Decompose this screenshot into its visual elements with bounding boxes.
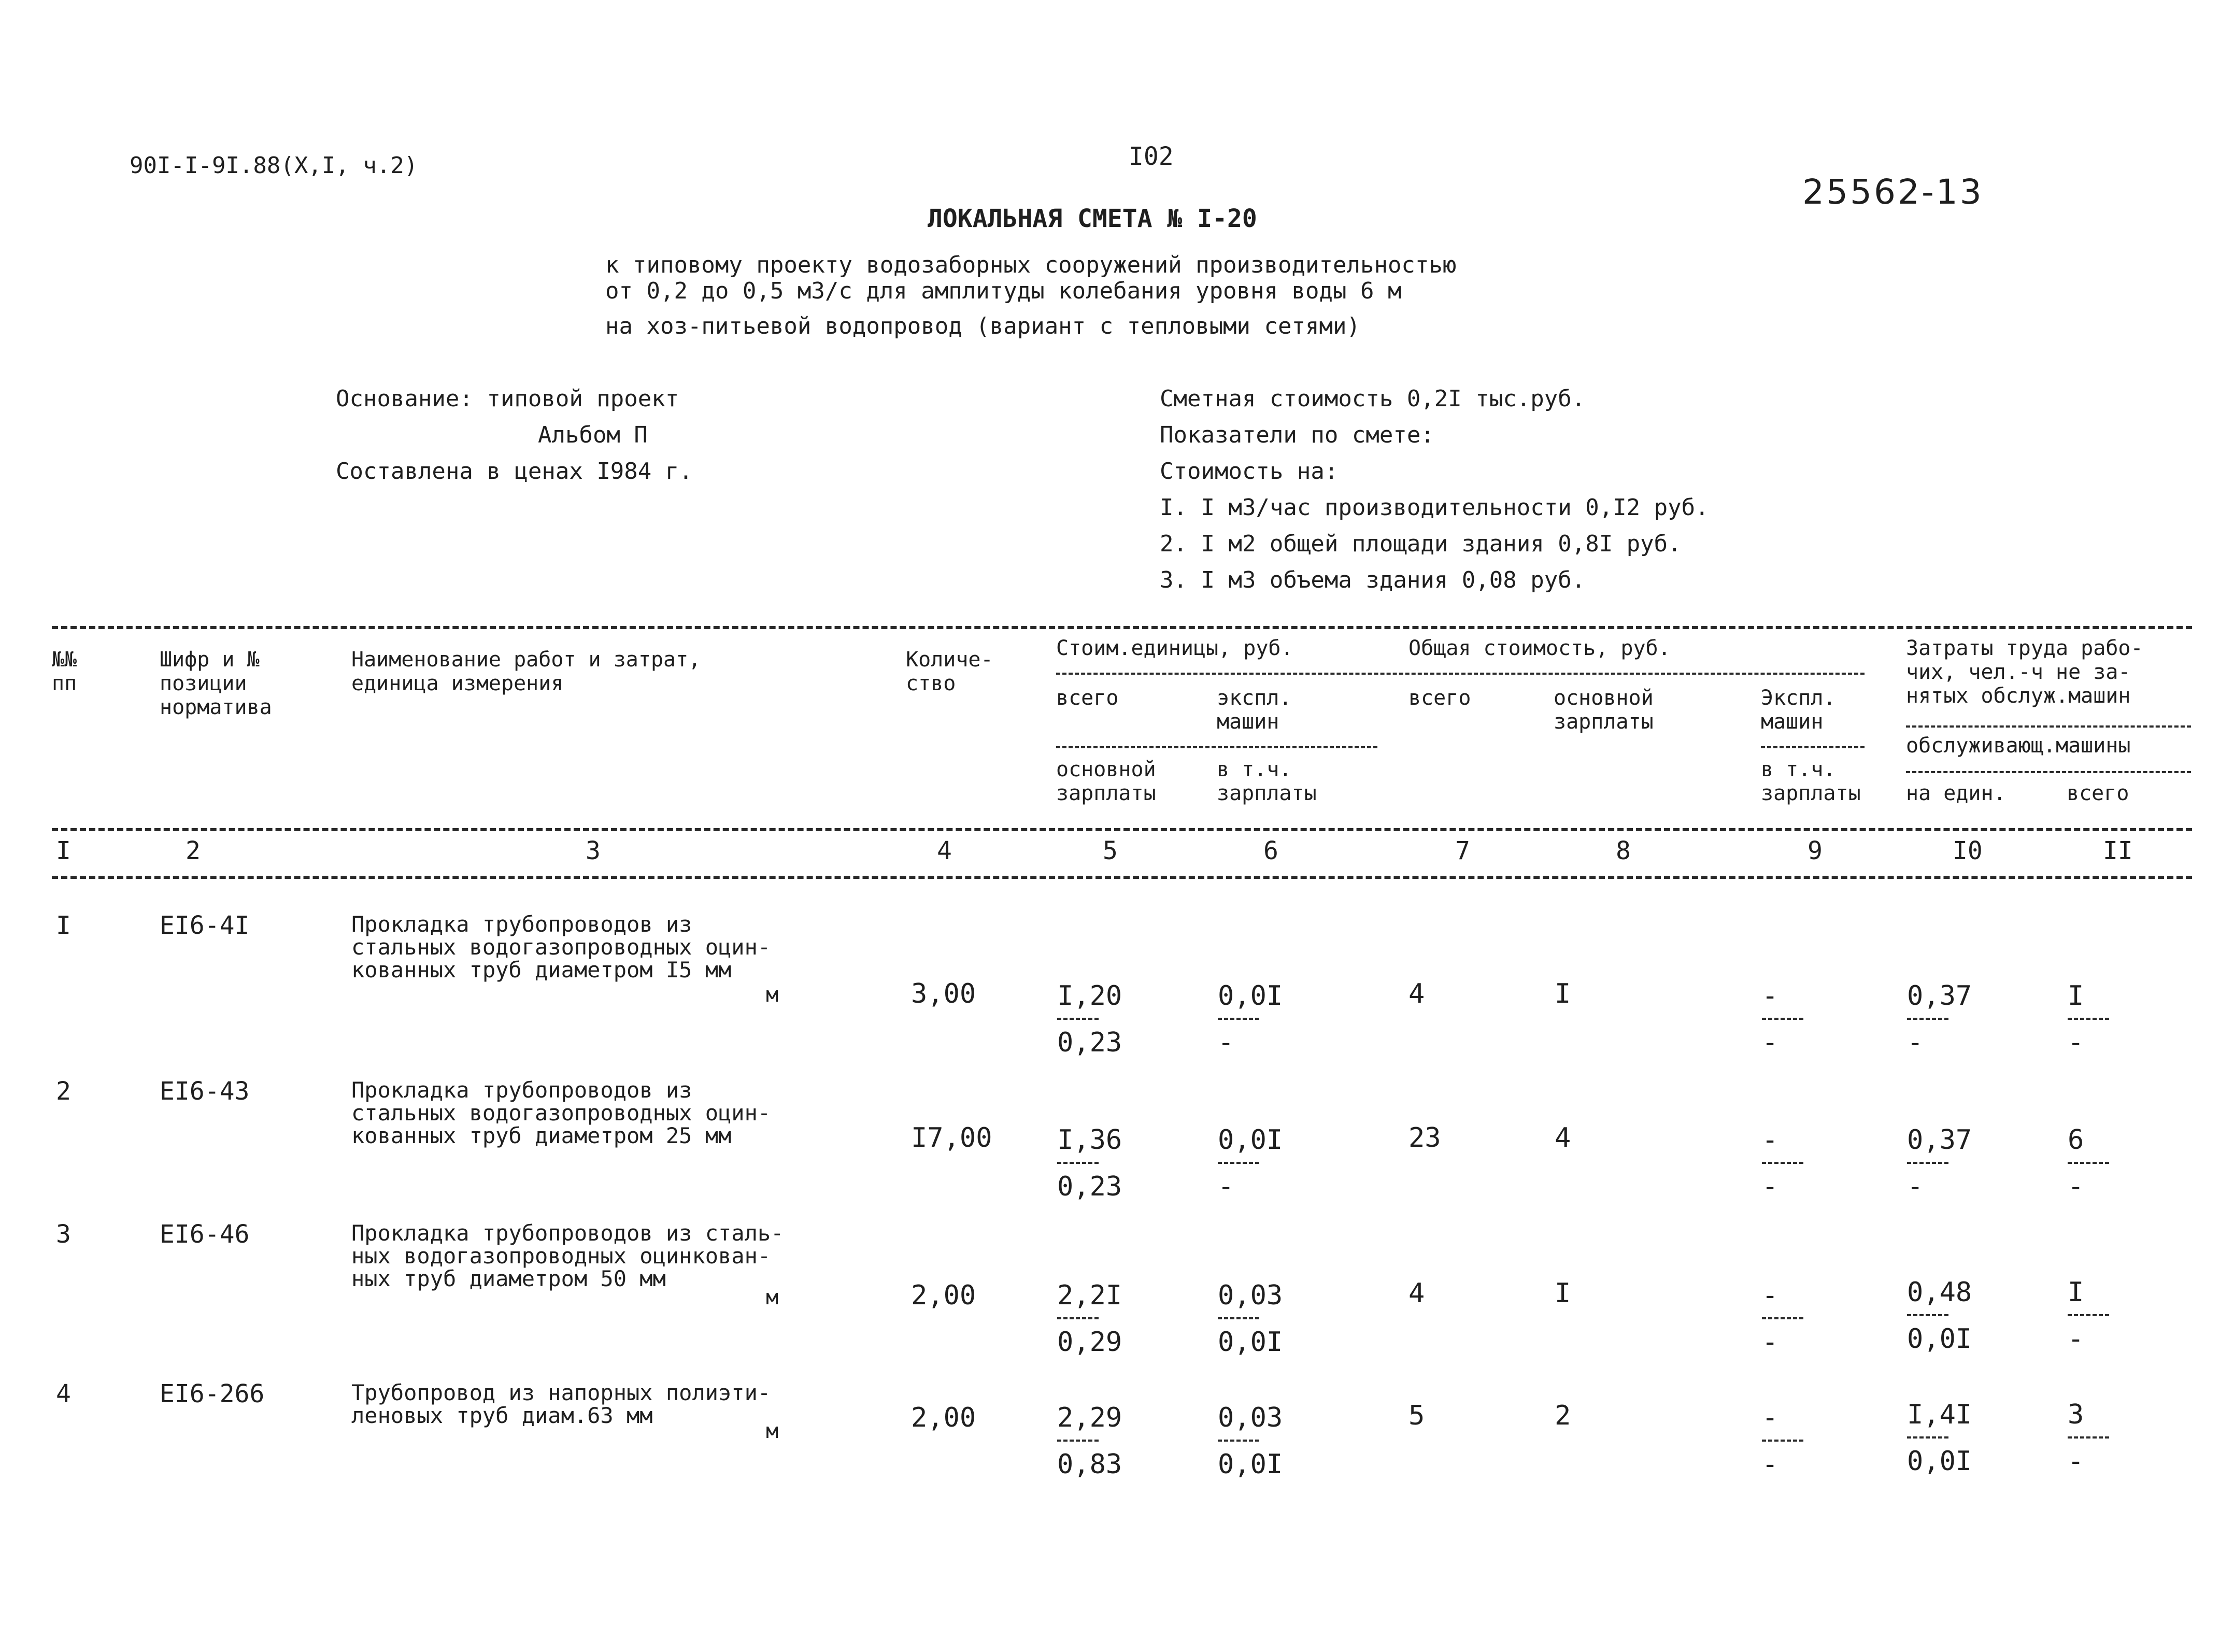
labor-total-mach: - — [2068, 1323, 2084, 1355]
col-number-9: 9 — [1808, 836, 1823, 865]
total-mach-fraction — [1762, 1124, 1803, 1202]
labor-total: I — [2068, 980, 2084, 1012]
page-title: ЛОКАЛЬНАЯ СМЕТА № I-20 — [928, 204, 1257, 233]
col-header-unit-cost: Стоим.единицы, руб. — [1056, 636, 1293, 660]
row-code: EI6-4I — [160, 911, 250, 940]
labor-unit: 0,37 — [1907, 1124, 1972, 1156]
col-number-7: 7 — [1455, 836, 1470, 865]
unit-mach-fraction — [1218, 1402, 1283, 1480]
fraction-bar — [2068, 1162, 2109, 1164]
row-name: Прокладка трубопроводов из сталь- ных водогазопроводных оцинкован- ных труб диаметром 50 мм — [351, 1220, 784, 1291]
labor-unit-mach: 0,0I — [1907, 1446, 1972, 1477]
total-all: 4 — [1408, 978, 1425, 1009]
row-name: Прокладка трубопроводов из стальных водогазопроводных оцин- кованных труб диаметром I5 мм — [351, 912, 771, 982]
col-header-number: №№ пп — [52, 648, 77, 695]
page-number: I02 — [1129, 142, 1174, 171]
unit-basic: 0,83 — [1057, 1449, 1122, 1480]
estimate-item-2: 2. I м2 общей площади здания 0,8I руб. — [1160, 531, 1682, 557]
total-mach-wage: - — [1762, 1027, 1778, 1058]
total-mach: - — [1762, 980, 1778, 1012]
labor-total: 6 — [2068, 1124, 2084, 1156]
subtitle-line-2: от 0,2 до 0,5 м3/с для амплитуды колебания уровня воды 6 м — [605, 278, 1402, 304]
labor-subrule-2 — [1906, 771, 2191, 773]
col-number-5: 5 — [1103, 836, 1118, 865]
col-header-unit-basic: основной зарплаты — [1056, 758, 1156, 805]
fraction-bar — [1907, 1436, 1948, 1439]
fraction-bar — [1762, 1317, 1803, 1319]
fraction-bar — [1762, 1440, 1803, 1442]
row-name: Трубопровод из напорных полиэти- леновых труб диам.63 мм — [351, 1380, 771, 1428]
total-all: 23 — [1408, 1122, 1441, 1153]
total-mach-fraction — [1762, 1280, 1803, 1358]
fraction-bar — [1218, 1018, 1259, 1020]
labor-unit-mach: 0,0I — [1907, 1323, 1972, 1355]
unit-mach-wage: 0,0I — [1218, 1449, 1283, 1480]
total-mach: - — [1762, 1402, 1778, 1433]
labor-total-mach: - — [2068, 1446, 2084, 1477]
col-header-labor: Затраты труда рабо- чих, чел.-ч не за- нятых обслуж.машин — [1906, 636, 2143, 708]
unit-mach-wage: 0,0I — [1218, 1327, 1283, 1358]
col-number-8: 8 — [1616, 836, 1631, 865]
labor-subrule-1 — [1906, 725, 2191, 728]
row-qty: 3,00 — [911, 978, 976, 1009]
unit-total: I,20 — [1057, 980, 1122, 1012]
archive-number: 25562-13 — [1802, 172, 1984, 212]
row-qty: I7,00 — [911, 1122, 992, 1153]
estimate-item-3: 3. I м3 объема здания 0,08 руб. — [1160, 567, 1586, 593]
col-number-11: II — [2103, 836, 2133, 865]
labor-total-mach: - — [2068, 1027, 2084, 1058]
total-mach: - — [1762, 1124, 1778, 1156]
fraction-bar — [1057, 1162, 1099, 1164]
unit-mach: 0,03 — [1218, 1402, 1283, 1433]
row-code: EI6-266 — [160, 1379, 265, 1408]
unit-cost-fraction — [1057, 1280, 1122, 1358]
fraction-bar — [1907, 1018, 1948, 1020]
col-header-total-all: всего — [1408, 686, 1471, 710]
fraction-bar — [1907, 1162, 1948, 1164]
labor-total: 3 — [2068, 1399, 2084, 1430]
labor-total-mach: - — [2068, 1171, 2084, 1202]
unit-cost-subrule — [1056, 673, 1865, 675]
row-number: 2 — [56, 1077, 71, 1106]
col-number-6: 6 — [1263, 836, 1278, 865]
col-number-10: I0 — [1953, 836, 1983, 865]
col-header-labor-total: всего — [2067, 781, 2129, 805]
labor-total-fraction — [2068, 1124, 2109, 1202]
labor-unit: I,4I — [1907, 1399, 1972, 1430]
row-number: 4 — [56, 1379, 71, 1408]
fraction-bar — [1057, 1018, 1099, 1020]
unit-cost-inner-rule — [1056, 746, 1377, 748]
unit-mach-fraction — [1218, 980, 1283, 1058]
col-header-total-mach-wage: в т.ч. зарплаты — [1761, 758, 1861, 805]
total-basic: 2 — [1555, 1400, 1571, 1431]
unit-mach: 0,03 — [1218, 1280, 1283, 1311]
row-name: Прокладка трубопроводов из стальных водогазопроводных оцин- кованных труб диаметром 25 мм — [351, 1077, 771, 1148]
basis-line-2: Альбом П — [538, 422, 648, 448]
col-number-3: 3 — [586, 836, 601, 865]
unit-cost-fraction — [1057, 1402, 1122, 1480]
col-header-total-cost: Общая стоимость, руб. — [1408, 636, 1671, 660]
total-mach-fraction — [1762, 1402, 1803, 1480]
unit-total: I,36 — [1057, 1124, 1122, 1156]
col-number-4: 4 — [937, 836, 952, 865]
unit-mach-fraction — [1218, 1280, 1283, 1358]
estimate-indicators: Показатели по смете: — [1160, 422, 1434, 448]
fraction-bar — [2068, 1314, 2109, 1316]
labor-unit: 0,37 — [1907, 980, 1972, 1012]
subtitle-line-3: на хоз-питьевой водопровод (вариант с тепловыми сетями) — [605, 313, 1360, 339]
labor-total-fraction — [2068, 1399, 2109, 1477]
total-basic: I — [1555, 1278, 1571, 1309]
unit-cost-fraction — [1057, 980, 1122, 1058]
unit-mach-wage: - — [1218, 1171, 1234, 1202]
total-all: 4 — [1408, 1278, 1425, 1309]
unit-total: 2,2I — [1057, 1280, 1122, 1311]
row-number: 3 — [56, 1220, 71, 1249]
labor-unit-fraction — [1907, 1277, 1972, 1355]
labor-total: I — [2068, 1277, 2084, 1308]
total-mach-wage: - — [1762, 1327, 1778, 1358]
labor-unit-fraction — [1907, 1124, 1972, 1202]
fraction-bar — [1057, 1440, 1099, 1442]
fraction-bar — [2068, 1436, 2109, 1439]
fraction-bar — [1218, 1440, 1259, 1442]
mach-inner-rule — [1761, 746, 1865, 748]
total-mach-wage: - — [1762, 1449, 1778, 1480]
document-code: 90I-I-9I.88(X,I, ч.2) — [130, 152, 418, 179]
fraction-bar — [1218, 1162, 1259, 1164]
unit-mach: 0,0I — [1218, 980, 1283, 1012]
col-number-2: 2 — [186, 836, 201, 865]
labor-unit-mach: - — [1907, 1027, 1924, 1058]
col-number-1: I — [56, 836, 71, 865]
unit-total: 2,29 — [1057, 1402, 1122, 1433]
col-header-code: Шифр и № позиции норматива — [160, 648, 272, 719]
row-unit: м — [766, 1419, 779, 1443]
col-header-name: Наименование работ и затрат, единица измерения — [351, 648, 701, 695]
header-bottom-rule — [52, 828, 2192, 831]
unit-basic: 0,29 — [1057, 1327, 1122, 1358]
col-header-unit-total: всего — [1056, 686, 1119, 710]
total-mach-wage: - — [1762, 1171, 1778, 1202]
col-header-qty: Количе- ство — [906, 648, 993, 695]
fraction-bar — [2068, 1018, 2109, 1020]
labor-unit: 0,48 — [1907, 1277, 1972, 1308]
fraction-bar — [1218, 1317, 1259, 1319]
labor-total-fraction — [2068, 980, 2109, 1058]
unit-basic: 0,23 — [1057, 1027, 1122, 1058]
fraction-bar — [1762, 1018, 1803, 1020]
col-header-labor-unit: на един. — [1906, 781, 2006, 805]
labor-unit-mach: - — [1907, 1171, 1924, 1202]
column-numbers-rule — [52, 876, 2192, 879]
estimate-cost-per: Стоимость на: — [1160, 458, 1339, 485]
unit-cost-fraction — [1057, 1124, 1122, 1202]
labor-total-fraction — [2068, 1277, 2109, 1355]
row-code: EI6-46 — [160, 1220, 250, 1249]
unit-mach: 0,0I — [1218, 1124, 1283, 1156]
total-mach: - — [1762, 1280, 1778, 1311]
fraction-bar — [1057, 1317, 1099, 1319]
row-code: EI6-43 — [160, 1077, 250, 1106]
unit-basic: 0,23 — [1057, 1171, 1122, 1202]
estimate-item-1: I. I м3/час производительности 0,I2 руб. — [1160, 494, 1709, 521]
unit-mach-wage: - — [1218, 1027, 1234, 1058]
col-header-total-mach: Экспл. машин — [1761, 686, 1836, 734]
subtitle-line-1: к типовому проекту водозаборных сооружений производительностью — [605, 252, 1457, 278]
col-header-labor-mach: обслуживающ.машины — [1906, 734, 2131, 758]
row-qty: 2,00 — [911, 1402, 976, 1433]
basis-line-1: Основание: типовой проект — [336, 386, 679, 412]
row-unit: м — [766, 1286, 779, 1309]
row-unit: м — [766, 983, 779, 1007]
total-mach-fraction — [1762, 980, 1803, 1058]
basis-line-3: Составлена в ценах I984 г. — [336, 458, 693, 485]
unit-mach-fraction — [1218, 1124, 1283, 1202]
col-header-total-basic: основной зарплаты — [1554, 686, 1654, 734]
total-all: 5 — [1408, 1400, 1425, 1431]
total-basic: I — [1555, 978, 1571, 1009]
col-header-unit-mach-wage: в т.ч. зарплаты — [1217, 758, 1317, 805]
total-basic: 4 — [1555, 1122, 1571, 1153]
fraction-bar — [1907, 1314, 1948, 1316]
row-qty: 2,00 — [911, 1280, 976, 1311]
labor-unit-fraction — [1907, 980, 1972, 1058]
fraction-bar — [1762, 1162, 1803, 1164]
col-header-unit-mach: экспл. машин — [1217, 686, 1292, 734]
row-number: I — [56, 911, 71, 940]
table-top-rule — [52, 626, 2192, 629]
estimate-cost: Сметная стоимость 0,2I тыс.руб. — [1160, 386, 1586, 412]
labor-unit-fraction — [1907, 1399, 1972, 1477]
